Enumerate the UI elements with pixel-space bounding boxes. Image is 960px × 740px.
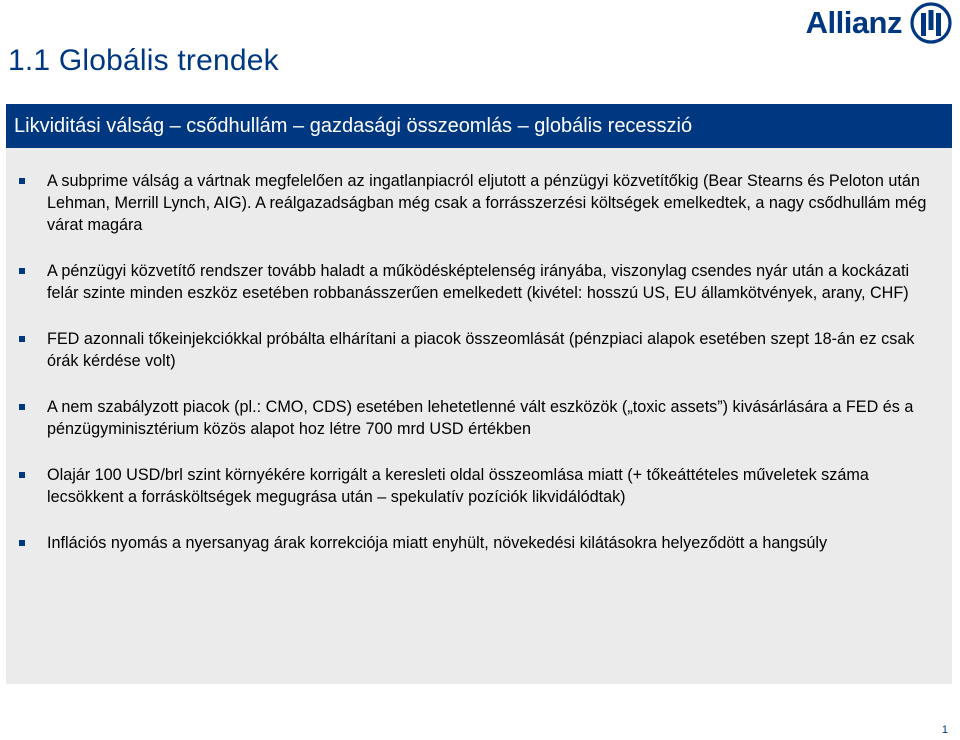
bullet-text: Olajár 100 USD/brl szint környékére korrigált a keresleti oldal összeomlása miatt (+ tőkeáttételes műveletek száma lecsökkent a forrásköltségek megugrása után – spekulatív pozíciók likvidálódtak) xyxy=(47,466,869,506)
banner xyxy=(6,104,952,148)
content-panel xyxy=(6,148,952,684)
logo-text: Allianz xyxy=(805,5,902,40)
banner-text: Likviditási válság – csődhullám – gazdasági összeomlás – globális recesszió xyxy=(14,114,693,137)
bullet-item xyxy=(19,464,932,508)
bullet-text: A nem szabályzott piacok (pl.: CMO, CDS) esetében lehetetlenné vált eszközök („toxic assets”) kivásárlására a FED és a pénzügyminisztérium közös alapot hoz létre 700 mrd USD értékben xyxy=(47,398,914,438)
bullet-item xyxy=(19,260,932,304)
page-number: 1 xyxy=(941,724,948,736)
allianz-eagle-icon xyxy=(910,2,952,44)
bullet-square-icon xyxy=(19,540,25,546)
bullet-square-icon xyxy=(19,472,25,478)
bullet-square-icon xyxy=(19,268,25,274)
bullet-square-icon xyxy=(19,336,25,342)
bullet-square-icon xyxy=(19,404,25,410)
allianz-logo xyxy=(806,2,952,44)
bullet-text: Inflációs nyomás a nyersanyag árak korrekciója miatt enyhült, növekedési kilátásokra helyeződött a hangsúly xyxy=(47,534,828,552)
bullet-square-icon xyxy=(19,178,25,184)
page-title: 1.1 Globális trendek xyxy=(8,44,279,77)
bullet-item xyxy=(19,532,932,554)
bullet-text: FED azonnali tőkeinjekciókkal próbálta elhárítani a piacok összeomlását (pénzpiaci alapok esetében szept 18-án ez csak órák kérdése volt) xyxy=(47,330,915,370)
bullet-text: A subprime válság a vártnak megfelelően az ingatlanpiacról eljutott a pénzügyi közvetítőkig (Bear Stearns és Peloton után Lehman, Merrill Lynch, AIG). A reálgazadságban még csak a forrásszerzési költségek emelkedtek, a nagy csődhullám még várat magára xyxy=(47,172,927,234)
bullet-item xyxy=(19,170,932,236)
bullet-item xyxy=(19,396,932,440)
bullet-list xyxy=(19,170,932,554)
bullet-text: A pénzügyi közvetítő rendszer tovább haladt a működésképtelenség irányába, viszonylag csendes nyár után a kockázati felár szinte minden eszköz esetében robbanásszerűen emelkedett (kivétel: hosszú US, EU államkötvények, arany, CHF) xyxy=(47,262,910,302)
bullet-item xyxy=(19,328,932,372)
